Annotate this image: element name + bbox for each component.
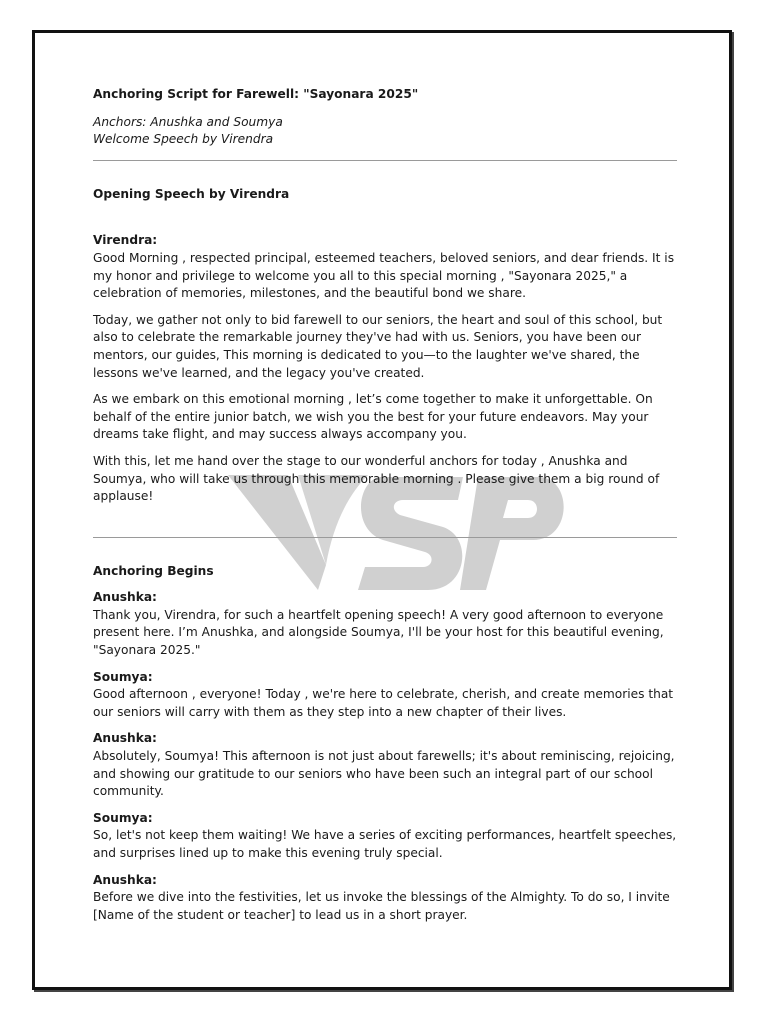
dialogue-text: Absolutely, Soumya! This afternoon is not just about farewells; it's about reminiscing, rejoicing, and showing our gratitude to our seniors who have been such an integral part of our school community.	[93, 749, 675, 799]
welcome-line: Welcome Speech by Virendra	[93, 132, 274, 147]
opening-paragraph-3: As we embark on this emotional morning , let’s come together to make it unforgettable. On behalf of the entire junior batch, we wish you the best for your future endeavors. May your dreams take flight, and may success always accompany you.	[93, 392, 653, 442]
speaker-label: Anushka:	[93, 872, 157, 887]
dialogue-entry	[93, 872, 677, 925]
opening-paragraph-4: With this, let me hand over the stage to our wonderful anchors for today , Anushka and Soumya, who will take us through this memorable morning . Please give them a big round of applause!	[93, 453, 660, 504]
anchoring-heading: Anchoring Begins	[93, 563, 214, 578]
dialogue-entry	[93, 810, 677, 863]
speaker-label: Anushka:	[93, 590, 157, 605]
dialogue-entry	[93, 669, 677, 722]
document-body	[93, 86, 677, 924]
opening-speaker: Virendra:	[93, 233, 158, 248]
speaker-label: Soumya:	[93, 810, 153, 825]
dialogue-entry	[93, 730, 677, 800]
opening-paragraph-2: Today, we gather not only to bid farewell to our seniors, the heart and soul of this school, but also to celebrate the remarkable journey they've had with us. Seniors, you have been our mentors, our guides, This morning is dedicated to you—to the laughter we've shared, the lessons we've learned, and the legacy you've created.	[93, 312, 663, 380]
dialogue-text: Good afternoon , everyone! Today , we're here to celebrate, cherish, and create memories that our seniors will carry with them as they step into a new chapter of their lives.	[93, 687, 674, 719]
dialogue-text: Before we dive into the festivities, let us invoke the blessings of the Almighty. To do so, I invite [Name of the student or teacher] to lead us in a short prayer.	[93, 890, 670, 922]
speaker-label: Soumya:	[93, 669, 153, 684]
document-title: Anchoring Script for Farewell: "Sayonara 2025"	[93, 87, 419, 101]
dialogue-text: Thank you, Virendra, for such a heartfelt opening speech! A very good afternoon to everyone present here. I’m Anushka, and alongside Soumya, I'll be your host for this beautiful evening, "Sayonara 2025."	[93, 607, 664, 658]
dialogue-entry	[93, 589, 677, 659]
anchors-line: Anchors: Anushka and Soumya	[93, 114, 283, 129]
opening-paragraph-1: Good Morning , respected principal, esteemed teachers, beloved seniors, and dear friends. It is my honor and privilege to welcome you all to this special morning , "Sayonara 2025," a celebration of memories, milestones, and the beautiful bond we share.	[93, 250, 675, 301]
speaker-label: Anushka:	[93, 731, 157, 746]
dialogue-text: So, let's not keep them waiting! We have a series of exciting performances, heartfelt speeches, and surprises lined up to make this evening truly special.	[93, 828, 677, 860]
opening-heading: Opening Speech by Virendra	[93, 186, 290, 201]
